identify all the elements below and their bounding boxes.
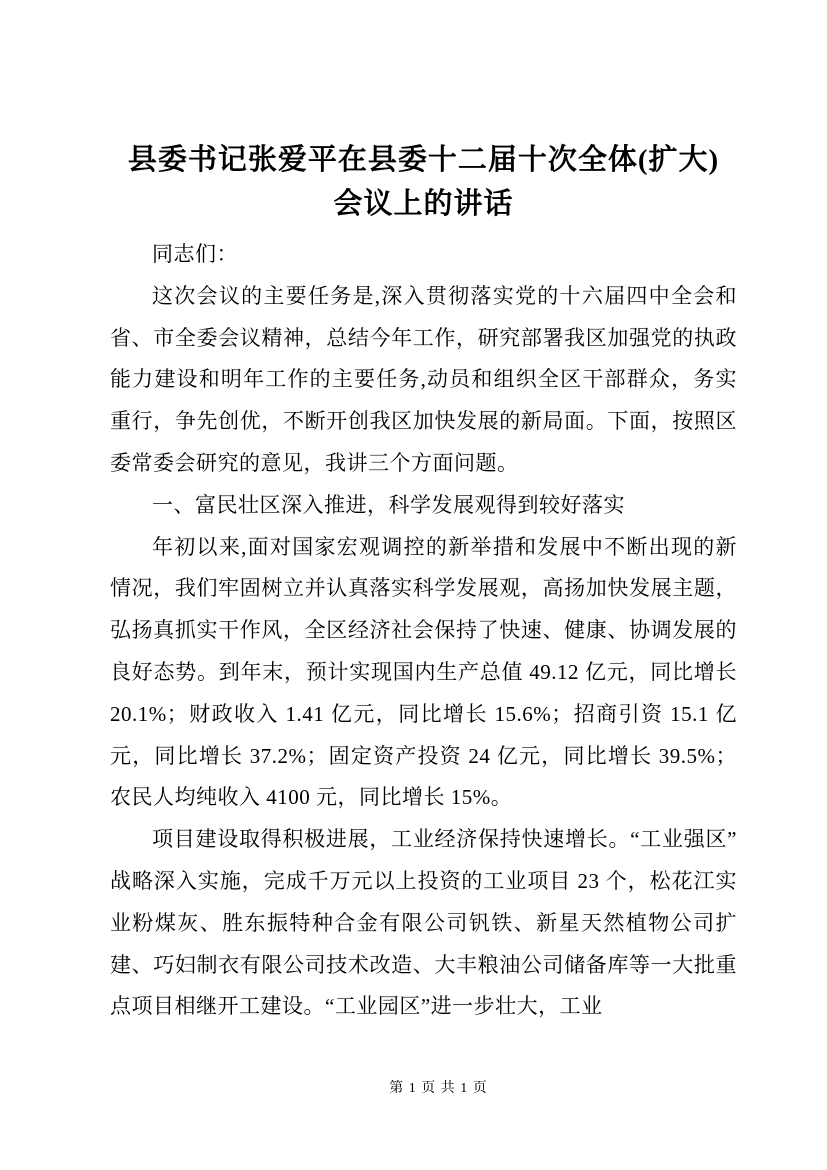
document-body — [110, 234, 737, 1028]
paragraph-economy-overview: 年初以来,面对国家宏观调控的新举措和发展中不断出现的新情况，我们牢固树立并认真落实科学发展观，高扬加快发展主题，弘扬真抓实干作风，全区经济社会保持了快速、健康、协调发展的良好态势。到年末，预计实现国内生产总值 49.12 亿元，同比增长 20.1%；财政收入 1.41 亿元，同比增长 15.6%；招商引资 15.1 亿元，同比增长 37.2%；固定资产投资 24 亿元，同比增长 39.5%；农民人均纯收入 4100 元，同比增长 15%。 — [110, 534, 737, 810]
document-title-line-1: 县委书记张爱平在县委十二届十次全体(扩大) — [127, 144, 720, 176]
page-number-footer: 第 1 页 共 1 页 — [389, 1081, 488, 1096]
document-title — [110, 138, 737, 226]
paragraph-intro: 这次会议的主要任务是,深入贯彻落实党的十六届四中全会和省、市全委会议精神，总结今年工作，研究部署我区加强党的执政能力建设和明年工作的主要任务,动员和组织全区干部群众，务实重行，争先创优，不断开创我区加快发展的新局面。下面，按照区委常委会研究的意见，我讲三个方面问题。 — [110, 283, 737, 475]
paragraph-project-progress: 项目建设取得积极进展，工业经济保持快速增长。“工业强区”战略深入实施，完成千万元以上投资的工业项目 23 个，松花江实业粉煤灰、胜东振特种合金有限公司钒铁、新星天然植物公司扩建、巧妇制衣有限公司技术改造、大丰粮油公司储备库等一大批重点项目相继开工建设。“工业园区”进一步壮大，工业 — [110, 827, 737, 1019]
paragraph-salutation: 同志们： — [152, 242, 238, 266]
paragraph-section-heading: 一、富民壮区深入推进，科学发展观得到较好落实 — [152, 492, 625, 517]
document-title-line-2: 会议上的讲话 — [333, 188, 514, 220]
